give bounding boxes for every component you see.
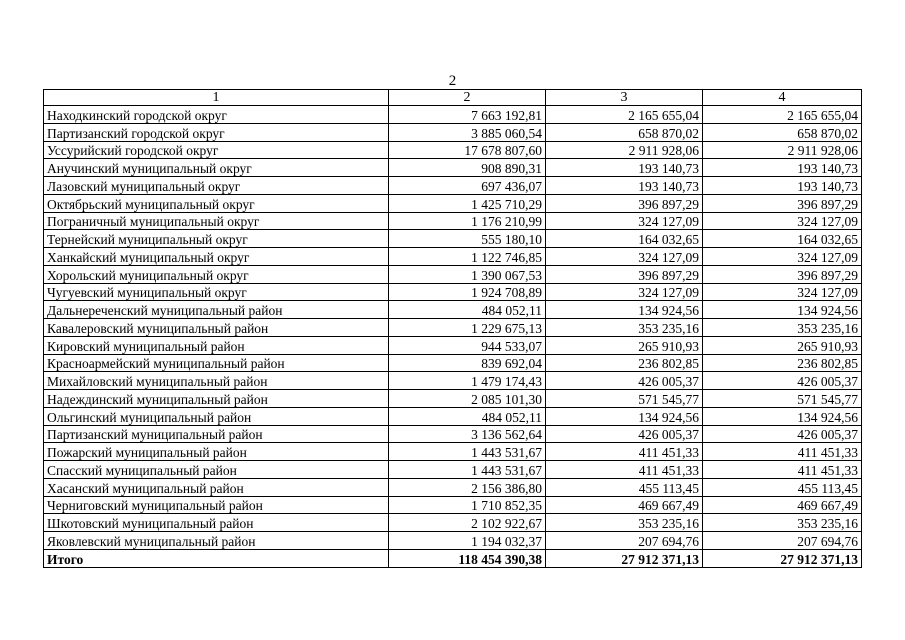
table-header-row [44, 90, 862, 106]
municipality-name: Черниговский муниципальный район [44, 496, 389, 514]
header-col-1: 1 [44, 90, 389, 106]
table-row [44, 141, 862, 159]
amount-cell: 555 180,10 [389, 230, 546, 248]
municipality-name: Партизанский городской округ [44, 123, 389, 141]
municipality-name: Кировский муниципальный район [44, 336, 389, 354]
table-row [44, 159, 862, 177]
municipality-name: Шкотовский муниципальный район [44, 514, 389, 532]
header-col-4: 4 [703, 90, 862, 106]
amount-cell: 3 885 060,54 [389, 123, 546, 141]
amount-cell: 236 802,85 [703, 354, 862, 372]
municipality-name: Пожарский муниципальный район [44, 443, 389, 461]
table-row [44, 248, 862, 266]
amount-cell: 469 667,49 [546, 496, 703, 514]
total-label: Итого [44, 549, 389, 567]
amount-cell: 411 451,33 [703, 461, 862, 479]
amount-cell: 324 127,09 [546, 212, 703, 230]
table-row [44, 354, 862, 372]
amount-cell: 2 165 655,04 [703, 106, 862, 124]
municipality-name: Красноармейский муниципальный район [44, 354, 389, 372]
amount-cell: 353 235,16 [703, 514, 862, 532]
table-row [44, 283, 862, 301]
amount-cell: 193 140,73 [546, 177, 703, 195]
amount-cell: 164 032,65 [703, 230, 862, 248]
table-row [44, 425, 862, 443]
amount-cell: 571 545,77 [546, 390, 703, 408]
municipality-name: Чугуевский муниципальный округ [44, 283, 389, 301]
table-row [44, 496, 862, 514]
amount-cell: 193 140,73 [703, 177, 862, 195]
amount-cell: 396 897,29 [703, 194, 862, 212]
municipality-name: Анучинский муниципальный округ [44, 159, 389, 177]
amount-cell: 265 910,93 [546, 336, 703, 354]
amount-cell: 2 911 928,06 [703, 141, 862, 159]
amount-cell: 697 436,07 [389, 177, 546, 195]
amount-cell: 455 113,45 [703, 478, 862, 496]
amount-cell: 426 005,37 [703, 425, 862, 443]
budget-table [43, 89, 862, 568]
table-body [44, 106, 862, 568]
amount-cell: 17 678 807,60 [389, 141, 546, 159]
amount-cell: 324 127,09 [546, 248, 703, 266]
amount-cell: 164 032,65 [546, 230, 703, 248]
amount-cell: 2 102 922,67 [389, 514, 546, 532]
amount-cell: 118 454 390,38 [389, 549, 546, 567]
table-row [44, 390, 862, 408]
amount-cell: 1 443 531,67 [389, 461, 546, 479]
amount-cell: 1 229 675,13 [389, 319, 546, 337]
municipality-name: Уссурийский городской округ [44, 141, 389, 159]
table-row [44, 319, 862, 337]
municipality-name: Пограничный муниципальный округ [44, 212, 389, 230]
table-row [44, 372, 862, 390]
header-col-3: 3 [546, 90, 703, 106]
amount-cell: 1 443 531,67 [389, 443, 546, 461]
amount-cell: 207 694,76 [546, 532, 703, 550]
table-row [44, 514, 862, 532]
amount-cell: 396 897,29 [546, 194, 703, 212]
table-row [44, 123, 862, 141]
municipality-name: Партизанский муниципальный район [44, 425, 389, 443]
municipality-name: Яковлевский муниципальный район [44, 532, 389, 550]
amount-cell: 1 176 210,99 [389, 212, 546, 230]
municipality-name: Октябрьский муниципальный округ [44, 194, 389, 212]
table-row [44, 177, 862, 195]
table-row [44, 265, 862, 283]
amount-cell: 1 425 710,29 [389, 194, 546, 212]
municipality-name: Лазовский муниципальный округ [44, 177, 389, 195]
amount-cell: 1 194 032,37 [389, 532, 546, 550]
amount-cell: 134 924,56 [546, 301, 703, 319]
table-row [44, 106, 862, 124]
amount-cell: 411 451,33 [703, 443, 862, 461]
amount-cell: 207 694,76 [703, 532, 862, 550]
amount-cell: 396 897,29 [703, 265, 862, 283]
amount-cell: 411 451,33 [546, 461, 703, 479]
table-row [44, 301, 862, 319]
table-row [44, 212, 862, 230]
amount-cell: 1 479 174,43 [389, 372, 546, 390]
municipality-name: Дальнереченский муниципальный район [44, 301, 389, 319]
municipality-name: Находкинский городской округ [44, 106, 389, 124]
municipality-name: Спасский муниципальный район [44, 461, 389, 479]
table-row [44, 407, 862, 425]
table-row [44, 194, 862, 212]
table-row [44, 461, 862, 479]
amount-cell: 484 052,11 [389, 407, 546, 425]
amount-cell: 426 005,37 [546, 425, 703, 443]
municipality-name: Ханкайский муниципальный округ [44, 248, 389, 266]
amount-cell: 134 924,56 [703, 407, 862, 425]
municipality-name: Надеждинский муниципальный район [44, 390, 389, 408]
amount-cell: 324 127,09 [546, 283, 703, 301]
amount-cell: 193 140,73 [546, 159, 703, 177]
amount-cell: 2 085 101,30 [389, 390, 546, 408]
amount-cell: 353 235,16 [546, 319, 703, 337]
table-row [44, 443, 862, 461]
amount-cell: 7 663 192,81 [389, 106, 546, 124]
amount-cell: 324 127,09 [703, 283, 862, 301]
amount-cell: 411 451,33 [546, 443, 703, 461]
amount-cell: 908 890,31 [389, 159, 546, 177]
amount-cell: 1 924 708,89 [389, 283, 546, 301]
amount-cell: 193 140,73 [703, 159, 862, 177]
amount-cell: 396 897,29 [546, 265, 703, 283]
table-row [44, 230, 862, 248]
amount-cell: 236 802,85 [546, 354, 703, 372]
table-row [44, 478, 862, 496]
amount-cell: 571 545,77 [703, 390, 862, 408]
amount-cell: 469 667,49 [703, 496, 862, 514]
amount-cell: 658 870,02 [546, 123, 703, 141]
amount-cell: 353 235,16 [703, 319, 862, 337]
amount-cell: 134 924,56 [703, 301, 862, 319]
amount-cell: 324 127,09 [703, 248, 862, 266]
amount-cell: 426 005,37 [546, 372, 703, 390]
amount-cell: 658 870,02 [703, 123, 862, 141]
amount-cell: 484 052,11 [389, 301, 546, 319]
amount-cell: 1 390 067,53 [389, 265, 546, 283]
amount-cell: 1 710 852,35 [389, 496, 546, 514]
table-row [44, 532, 862, 550]
municipality-name: Хасанский муниципальный район [44, 478, 389, 496]
municipality-name: Ольгинский муниципальный район [44, 407, 389, 425]
amount-cell: 944 533,07 [389, 336, 546, 354]
amount-cell: 2 165 655,04 [546, 106, 703, 124]
amount-cell: 265 910,93 [703, 336, 862, 354]
amount-cell: 1 122 746,85 [389, 248, 546, 266]
municipality-name: Хорольский муниципальный округ [44, 265, 389, 283]
page-number: 2 [448, 73, 457, 89]
amount-cell: 27 912 371,13 [546, 549, 703, 567]
amount-cell: 2 156 386,80 [389, 478, 546, 496]
amount-cell: 353 235,16 [546, 514, 703, 532]
amount-cell: 426 005,37 [703, 372, 862, 390]
amount-cell: 3 136 562,64 [389, 425, 546, 443]
table-row [44, 336, 862, 354]
amount-cell: 2 911 928,06 [546, 141, 703, 159]
header-col-2: 2 [389, 90, 546, 106]
municipality-name: Михайловский муниципальный район [44, 372, 389, 390]
municipality-name: Кавалеровский муниципальный район [44, 319, 389, 337]
amount-cell: 839 692,04 [389, 354, 546, 372]
amount-cell: 134 924,56 [546, 407, 703, 425]
amount-cell: 27 912 371,13 [703, 549, 862, 567]
amount-cell: 455 113,45 [546, 478, 703, 496]
municipality-name: Тернейский муниципальный округ [44, 230, 389, 248]
amount-cell: 324 127,09 [703, 212, 862, 230]
table-total-row [44, 549, 862, 567]
